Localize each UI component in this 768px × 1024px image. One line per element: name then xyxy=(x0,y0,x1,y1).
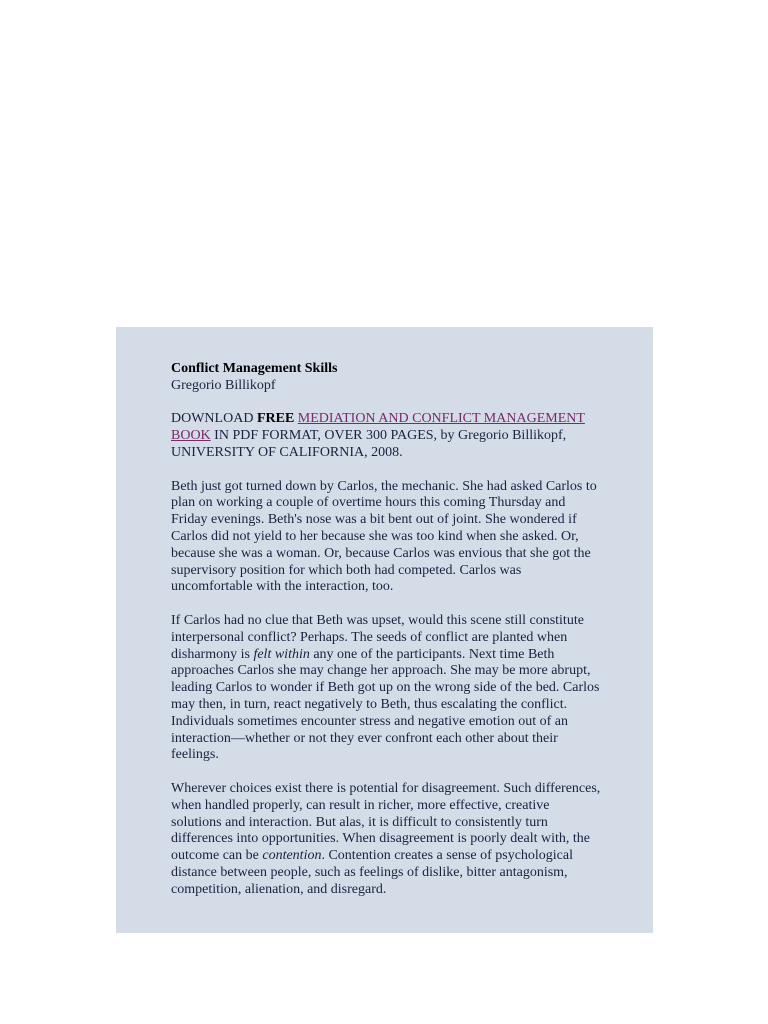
paragraph-2 xyxy=(171,613,601,764)
article-author: Gregorio Billikopf xyxy=(171,377,276,393)
article-title: Conflict Management Skills xyxy=(171,361,338,376)
book-download-link[interactable]: MEDIATION AND CONFLICT MANAGEMENT BOOK xyxy=(171,411,585,444)
download-notice xyxy=(171,411,601,461)
paragraph-2-emphasis: felt within xyxy=(253,646,310,662)
download-suffix: IN PDF FORMAT, OVER 300 PAGES, by Gregorio Billikopf, UNIVERSITY OF CALIFORNIA, 2008. xyxy=(171,428,567,460)
paragraph-2-end: any one of the participants. Next time Beth approaches Carlos she may change her approach. She may be more abrupt, leading Carlos to wonder if Beth got up on the wrong side of the bed. Carlos may then, in turn, react negatively to Beth, thus escalating the conflict. Individuals sometimes encounter stress and negative emotion out of an interaction—whether or not they ever confront each other about their feelings. xyxy=(171,646,600,763)
paragraph-3-emphasis: contention xyxy=(262,848,322,864)
article-content xyxy=(171,361,601,915)
paragraph-3 xyxy=(171,781,601,899)
paragraph-3-start: Wherever choices exist there is potential for disagreement. Such differences, when handled properly, can result in richer, more effective, creative solutions and interaction. But alas, it is difficult to consistently turn differences into opportunities. When disagreement is poorly dealt with, the outcome can be xyxy=(171,780,601,864)
free-label: FREE xyxy=(256,411,295,427)
article-header xyxy=(171,361,601,395)
paragraph-1: Beth just got turned down by Carlos, the mechanic. She had asked Carlos to plan on working a couple of overtime hours this coming Thursday and Friday evenings. Beth's nose was a bit bent out of joint. She wondered if Carlos did not yield to her because she was too kind when she asked. Or, because she was a woman. Or, because Carlos was envious that she got the supervisory position for which both had competed. Carlos was uncomfortable with the interaction, too. xyxy=(171,478,597,595)
download-prefix: DOWNLOAD xyxy=(171,411,257,427)
paragraph-3-end: . Contention creates a sense of psychological distance between people, such as feelings of dislike, bitter antagonism, competition, alienation, and disregard. xyxy=(171,848,574,897)
article-panel xyxy=(116,327,653,933)
paragraph-2-start: If Carlos had no clue that Beth was upset, would this scene still constitute interpersonal conflict? Perhaps. The seeds of conflict are planted when disharmony is xyxy=(171,612,584,662)
